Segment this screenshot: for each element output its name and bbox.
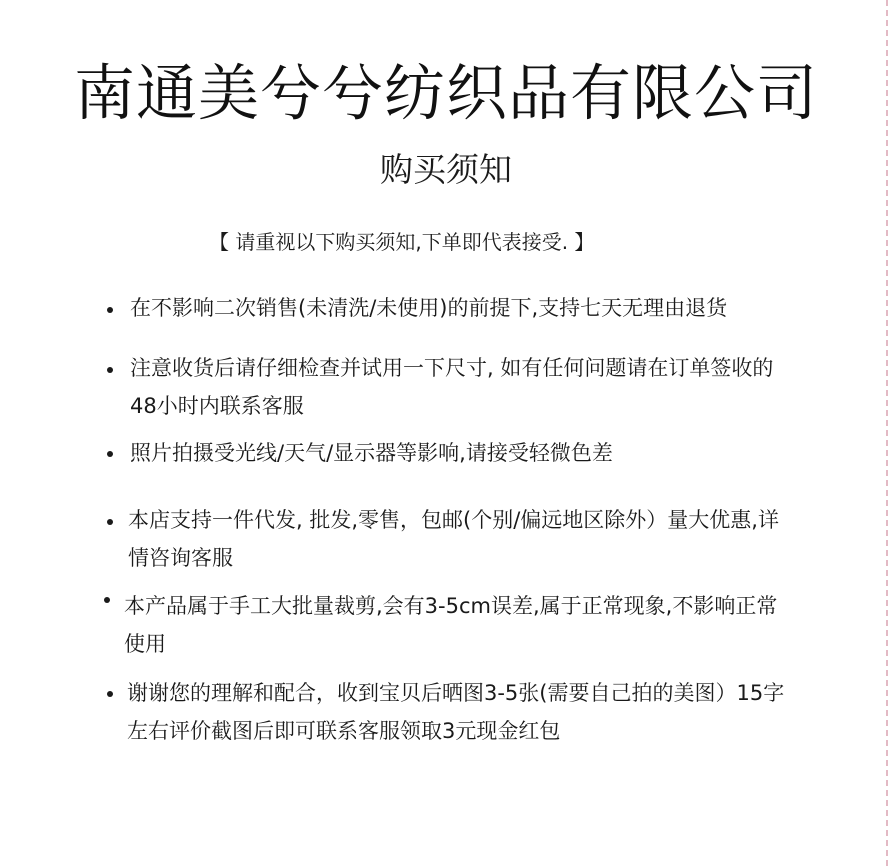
list-item-text: 本店支持一件代发, 批发,零售，包邮(个别/偏远地区除外）量大优惠,详情咨询客服: [128, 508, 779, 570]
bullet-dot: [107, 307, 113, 313]
list-item-text: 在不影响二次销售(未清洗/未使用)的前提下,支持七天无理由退货: [130, 296, 728, 320]
bullet-dot: [107, 691, 113, 697]
bullet-dot: [107, 519, 113, 525]
page-subtitle: 购买须知: [380, 150, 512, 189]
list-item: [130, 434, 790, 472]
list-item-text: 照片拍摄受光线/天气/显示器等影响,请接受轻微色差: [130, 441, 613, 465]
list-item: [130, 289, 790, 327]
list-item: [128, 501, 782, 577]
list-item: [130, 349, 782, 425]
bullet-dot: [104, 597, 110, 603]
list-item-text: 注意收货后请仔细检查并试用一下尺寸, 如有任何问题请在订单签收的48小时内联系客服: [130, 356, 774, 418]
list-item-text: 本产品属于手工大批量裁剪,会有3-5cm误差,属于正常现象,不影响正常使用: [124, 594, 778, 656]
list-item: [127, 674, 789, 750]
bullet-dot: [107, 451, 113, 457]
list-item-text: 谢谢您的理解和配合，收到宝贝后晒图3-5张(需要自己拍的美图）15字左右评价截图后即可联系客服领取3元现金红包: [127, 681, 785, 743]
notice-banner: 【 请重视以下购买须知,下单即代表接受. 】: [209, 230, 595, 254]
bullet-dot: [107, 367, 113, 373]
list-item: [124, 587, 784, 663]
company-name: 南通美兮兮纺织品有限公司: [73, 58, 818, 129]
